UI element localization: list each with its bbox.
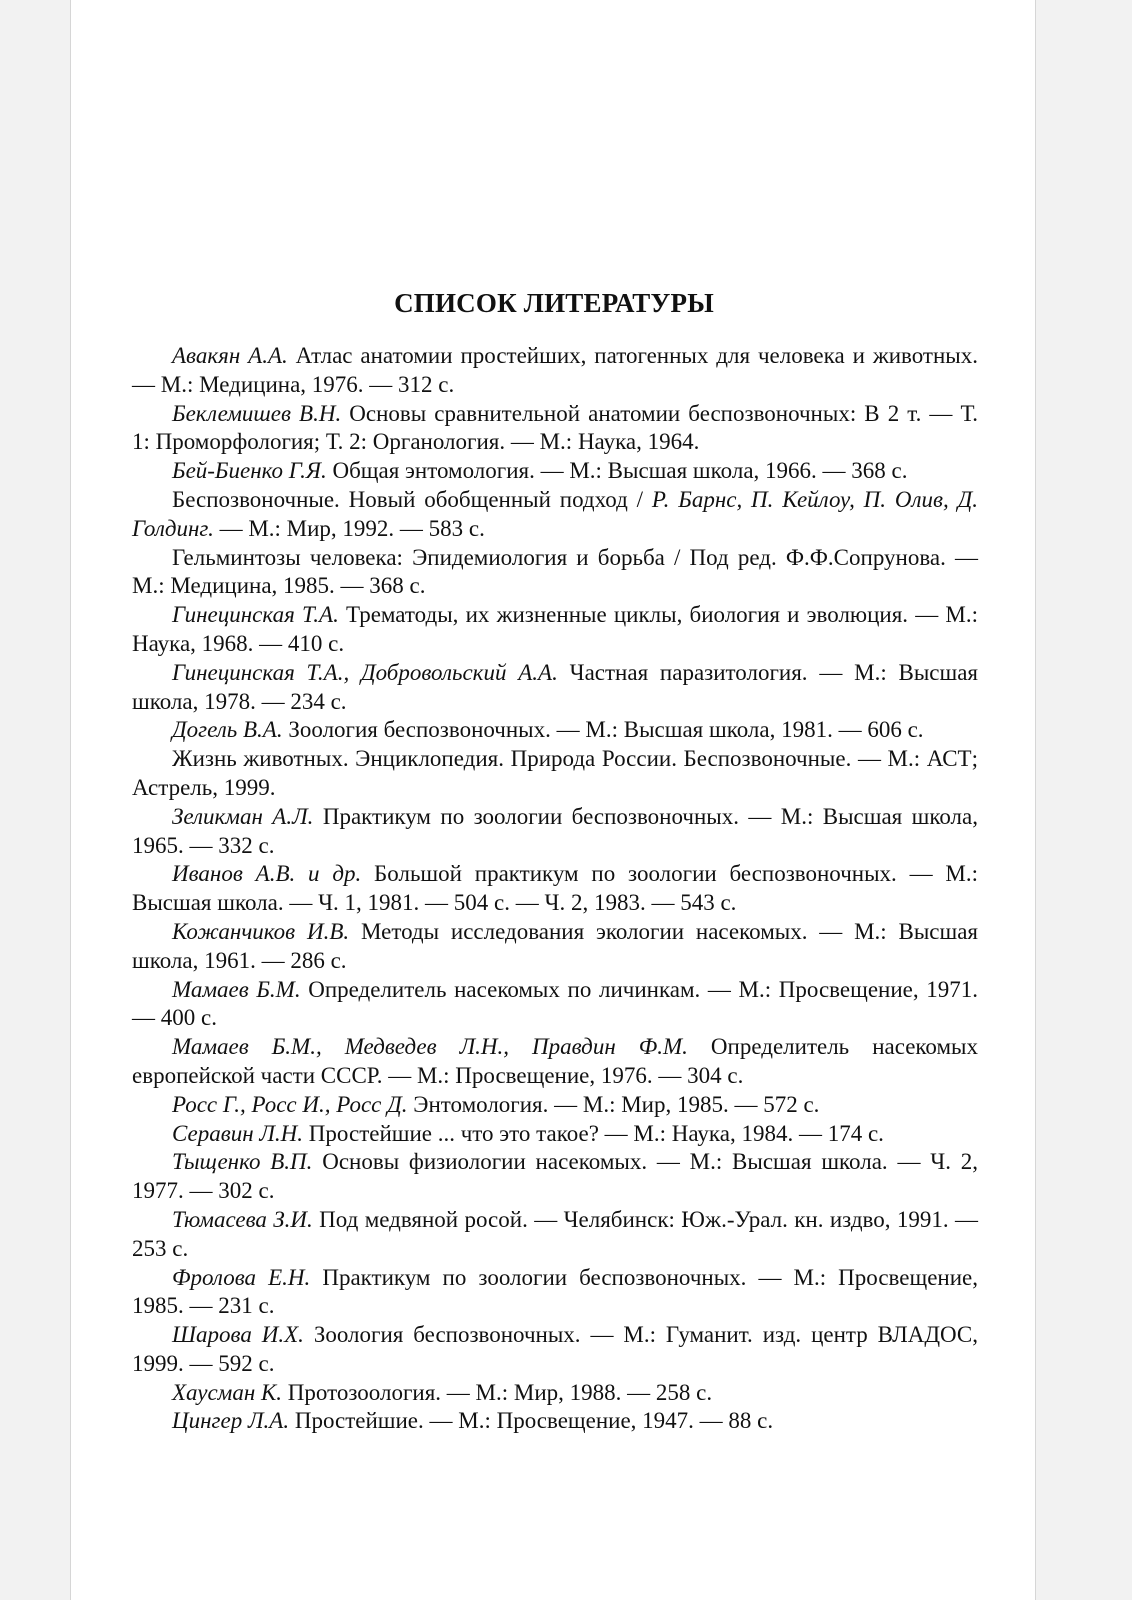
entry-authors: Бей-Биенко Г.Я. bbox=[172, 458, 327, 484]
entry-text: Трематоды, их жизненные циклы, биология и эволюция. — М.: Наука, 1968. — 410 с. bbox=[132, 602, 979, 656]
entry-authors: Кожанчиков И.В. bbox=[172, 918, 350, 944]
entry-authors: Беклемишев В.Н. bbox=[172, 400, 342, 426]
bibliography-entry bbox=[132, 1379, 978, 1408]
entry-text: Атлас анатомии простейших, патогенных для человека и животных. — М.: Медицина, 1976. — 312 с. bbox=[132, 343, 978, 397]
bibliography-entry bbox=[132, 860, 978, 918]
entry-text: Большой практикум по зоологии беспозвоночных. — М.: Высшая школа. — Ч. 1, 1981. — 504 с. — Ч. 2, 1983. — 543 с. bbox=[132, 861, 978, 916]
entry-text: Жизнь животных. Энциклопедия. Природа России. Беспозвоночные. — М.: АСТ; Астрель, 1999. bbox=[132, 746, 978, 800]
entry-text: Простейшие ... что это такое? — М.: Наука, 1984. — 174 с. bbox=[303, 1120, 884, 1146]
bibliography-entry bbox=[132, 342, 978, 400]
entry-text: Протозоология. — М.: Мир, 1988. — 258 с. bbox=[282, 1379, 713, 1405]
bibliography-entry bbox=[132, 716, 978, 745]
entry-text: Гельминтозы человека: Эпидемиология и борьба / Под ред. Ф.Ф.Сопрунова. — М.: Медицина, 1985. — 368 с. bbox=[132, 544, 978, 599]
bibliography-entry bbox=[132, 1091, 978, 1120]
entry-authors: Р. Барнс, П. Кейлоу, П. Олив, Д. Голдинг. bbox=[132, 486, 978, 541]
bibliography-entry bbox=[132, 1206, 978, 1264]
bibliography-entry bbox=[132, 1407, 978, 1436]
entry-authors: Шарова И.Х. bbox=[172, 1322, 304, 1348]
bibliography-entry bbox=[132, 803, 978, 861]
bibliography-entry bbox=[132, 659, 978, 717]
entry-authors: Гинецинская Т.А. bbox=[172, 602, 339, 628]
entry-authors: Мамаев Б.М., Медведев Л.Н., Правдин Ф.М. bbox=[172, 1034, 688, 1060]
entry-text: Зоология беспозвоночных. — М.: Гуманит. изд. центр ВЛАДОС, 1999. — 592 с. bbox=[132, 1322, 978, 1376]
bibliography-entry bbox=[132, 1321, 978, 1379]
entry-text: Основы сравнительной анатомии беспозвоночных: В 2 т. — Т. 1: Проморфология; Т. 2: Органология. — М.: Наука, 1964. bbox=[132, 400, 978, 455]
entry-authors: Росс Г., Росс И., Росс Д. bbox=[172, 1091, 408, 1117]
bibliography-entry bbox=[132, 457, 978, 486]
entry-authors: Мамаев Б.М. bbox=[172, 976, 301, 1002]
entry-text: Частная паразитология. — М.: Высшая школа, 1978. — 234 с. bbox=[132, 659, 978, 714]
page-title: СПИСОК ЛИТЕРАТУРЫ bbox=[394, 288, 714, 318]
entry-text: — М.: Мир, 1992. — 583 с. bbox=[213, 515, 485, 541]
entry-authors: Авакян А.А. bbox=[172, 343, 288, 368]
bibliography-entry bbox=[132, 976, 978, 1034]
bibliography-entry bbox=[132, 486, 978, 544]
entry-authors: Серавин Л.Н. bbox=[172, 1120, 304, 1146]
bibliography-entry bbox=[132, 918, 978, 976]
bibliography-entry bbox=[132, 601, 978, 659]
entry-text: Общая энтомология. — М.: Высшая школа, 1966. — 368 с. bbox=[326, 458, 908, 484]
bibliography-entry bbox=[132, 745, 978, 803]
bibliography-entry bbox=[132, 1264, 978, 1322]
bibliography-entry bbox=[132, 1033, 978, 1091]
entry-authors: Догель В.А. bbox=[172, 717, 283, 743]
entry-authors: Тыщенко В.П. bbox=[172, 1149, 313, 1175]
entry-text: Определитель насекомых по личинкам. — М.: Просвещение, 1971. — 400 с. bbox=[132, 976, 978, 1031]
entry-text: Основы физиологии насекомых. — М.: Высшая школа. — Ч. 2, 1977. — 302 с. bbox=[132, 1149, 978, 1204]
bibliography-entry bbox=[132, 544, 978, 602]
bibliography-entry bbox=[132, 400, 978, 458]
bibliography-entry bbox=[132, 1120, 978, 1149]
bibliography-entry bbox=[132, 1148, 978, 1206]
bibliography-list bbox=[132, 342, 978, 1436]
entry-text: Под медвяной росой. — Челябинск: Юж.-Урал. кн. издво, 1991. — 253 с. bbox=[132, 1206, 978, 1261]
entry-text: Практикум по зоологии беспозвоночных. — М.: Просвещение, 1985. — 231 с. bbox=[132, 1264, 978, 1319]
entry-authors: Зеликман А.Л. bbox=[172, 803, 314, 829]
entry-text: Простейшие. — М.: Просвещение, 1947. — 88 с. bbox=[289, 1408, 774, 1434]
entry-text: Зоология беспозвоночных. — М.: Высшая школа, 1981. — 606 с. bbox=[282, 717, 924, 743]
entry-text: Энтомология. — М.: Мир, 1985. — 572 с. bbox=[407, 1091, 820, 1117]
entry-authors: Тюмасева З.И. bbox=[172, 1206, 313, 1232]
entry-authors: Цингер Л.А. bbox=[172, 1408, 290, 1434]
entry-authors: Гинецинская Т.А., Добровольский А.А. bbox=[172, 659, 558, 685]
entry-authors: Иванов А.В. и др. bbox=[172, 861, 362, 887]
document-page bbox=[70, 0, 1036, 1600]
entry-text: Определитель насекомых европейской части СССР. — М.: Просвещение, 1976. — 304 с. bbox=[132, 1034, 978, 1088]
entry-text: Практикум по зоологии беспозвоночных. — М.: Высшая школа, 1965. — 332 с. bbox=[132, 803, 978, 858]
entry-title-prefix: Беспозвоночные. Новый обобщенный подход / bbox=[172, 486, 652, 512]
entry-authors: Фролова Е.Н. bbox=[172, 1264, 311, 1290]
entry-text: Методы исследования экологии насекомых. — М.: Высшая школа, 1961. — 286 с. bbox=[132, 918, 979, 973]
entry-authors: Хаусман К. bbox=[172, 1379, 283, 1405]
